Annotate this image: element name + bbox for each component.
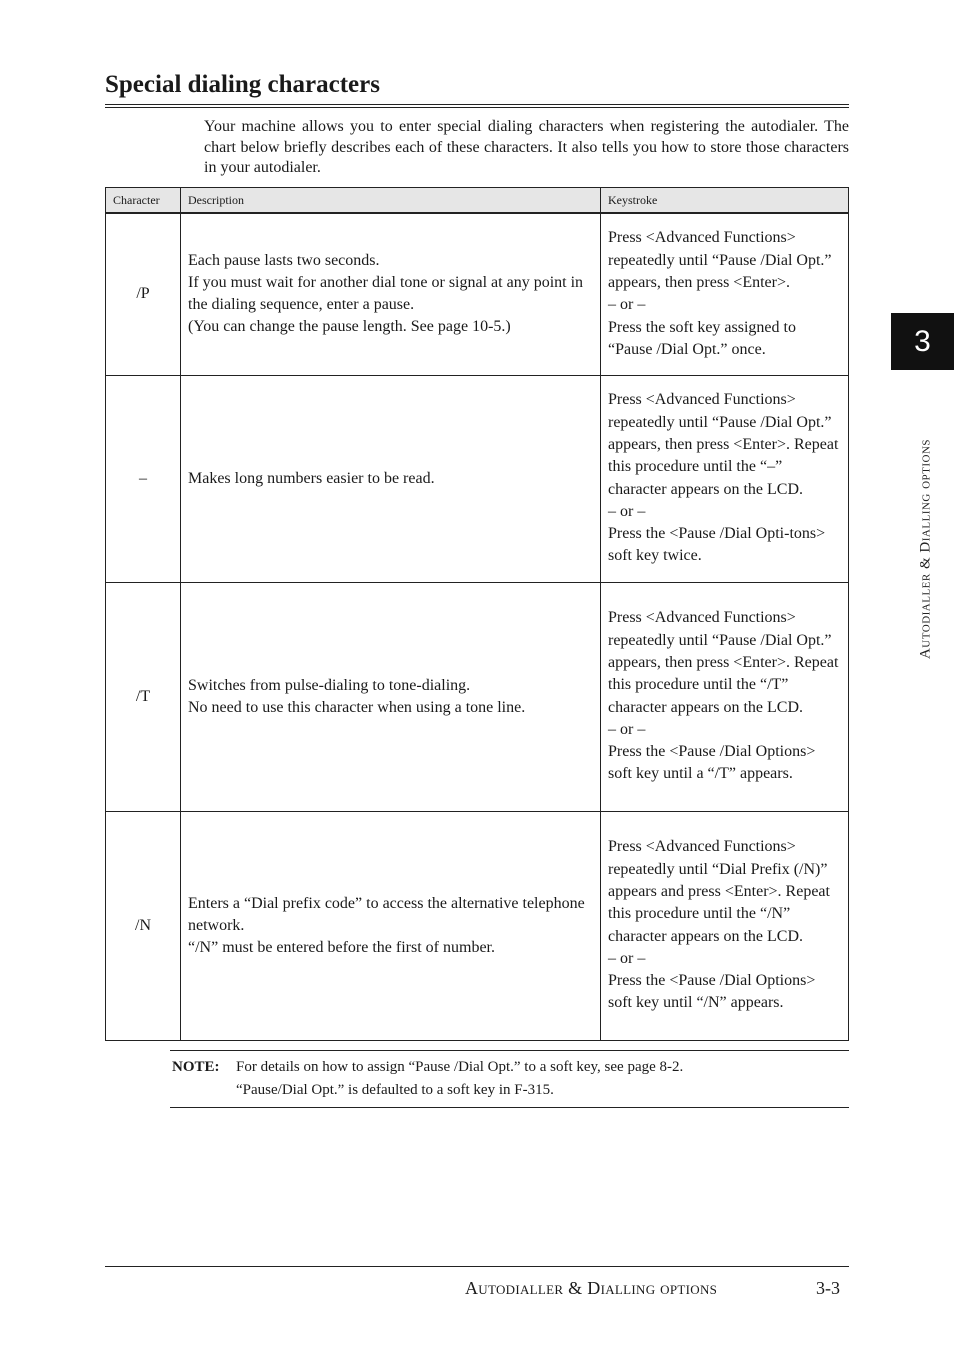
table-row <box>106 582 849 811</box>
page-number: 3-3 <box>816 1278 840 1298</box>
table-row <box>106 811 849 1040</box>
keystroke-cell <box>601 811 849 1040</box>
header-character: Character <box>106 188 181 214</box>
keystroke-line: Press the <Pause /Dial Opti-tons> soft key twice. <box>608 525 826 565</box>
side-chapter-label-text: Autodialler & Dialling options <box>917 438 934 659</box>
keystroke-or: – or – <box>608 502 646 520</box>
character-cell: – <box>106 375 181 582</box>
character-cell: /T <box>106 582 181 811</box>
keystroke-line: Press <Advanced Functions> repeatedly until “Pause /Dial Opt.” appears, then press <Enter>. Repeat this procedure until the “/T” character appears on the LCD. <box>608 609 839 716</box>
keystroke-line: Press <Advanced Functions> repeatedly until “Pause /Dial Opt.” appears, then press <Enter>. Repeat this procedure until the “–” character appears on the LCD. <box>608 391 839 498</box>
footer-chapter-title: Autodialler & Dialling options <box>465 1278 718 1298</box>
header-keystroke: Keystroke <box>601 188 849 214</box>
intro-paragraph: Your machine allows you to enter special dialing characters when registering the autodialer. The chart below briefly describes each of these characters. It also tells you how to store those characters in your autodialer. <box>204 118 849 176</box>
keystroke-line: Press the <Pause /Dial Options> soft key until “/N” appears. <box>608 972 816 1012</box>
keystroke-cell <box>601 582 849 811</box>
keystroke-or: – or – <box>608 296 646 314</box>
description-line: Each pause lasts two seconds. <box>188 252 380 270</box>
chapter-tab: 3 <box>891 313 954 370</box>
keystroke-line: Press <Advanced Functions> repeatedly until “Pause /Dial Opt.” appears, then press <Enter>. <box>608 229 832 291</box>
footer-rule <box>105 1266 849 1267</box>
description-line: “/N” must be entered before the first of number. <box>188 938 495 956</box>
keystroke-cell <box>601 375 849 582</box>
special-characters-table <box>105 187 849 1041</box>
description-line: No need to use this character when using a tone line. <box>188 698 526 716</box>
keystroke-line: Press the <Pause /Dial Options> soft key until a “/T” appears. <box>608 743 816 783</box>
description-cell <box>181 375 601 582</box>
side-chapter-label <box>916 386 936 711</box>
description-line: Enters a “Dial prefix code” to access the alternative telephone network. <box>188 894 585 934</box>
character-cell: /N <box>106 811 181 1040</box>
note-text <box>236 1056 683 1102</box>
keystroke-line: Press the soft key assigned to “Pause /Dial Opt.” once. <box>608 318 796 358</box>
note-line: “Pause/Dial Opt.” is defaulted to a soft key in F-315. <box>236 1082 554 1098</box>
note-line: For details on how to assign “Pause /Dial Opt.” to a soft key, see page 8-2. <box>236 1059 684 1075</box>
table-header-row <box>106 188 849 214</box>
character-cell: /P <box>106 213 181 375</box>
description-cell <box>181 582 601 811</box>
description-line: Makes long numbers easier to be read. <box>188 469 435 487</box>
table-row <box>106 213 849 375</box>
keystroke-line: Press <Advanced Functions> repeatedly until “Dial Prefix (/N)” appears and press <Enter>. Repeat this procedure until the “/N” character appears on the LCD. <box>608 838 830 945</box>
keystroke-cell <box>601 213 849 375</box>
title-rule <box>105 104 849 108</box>
description-cell <box>181 811 601 1040</box>
description-line: (You can change the pause length. See page 10-5.) <box>188 318 511 336</box>
header-description: Description <box>181 188 601 214</box>
keystroke-or: – or – <box>608 949 646 967</box>
description-line: Switches from pulse-dialing to tone-dialing. <box>188 676 471 694</box>
description-cell <box>181 213 601 375</box>
table-row <box>106 375 849 582</box>
description-line: If you must wait for another dial tone or signal at any point in the dialing sequence, enter a pause. <box>188 274 584 314</box>
page-title: Special dialing characters <box>105 71 380 98</box>
note-box <box>170 1050 849 1108</box>
note-label: NOTE: <box>172 1059 220 1075</box>
keystroke-or: – or – <box>608 720 646 738</box>
